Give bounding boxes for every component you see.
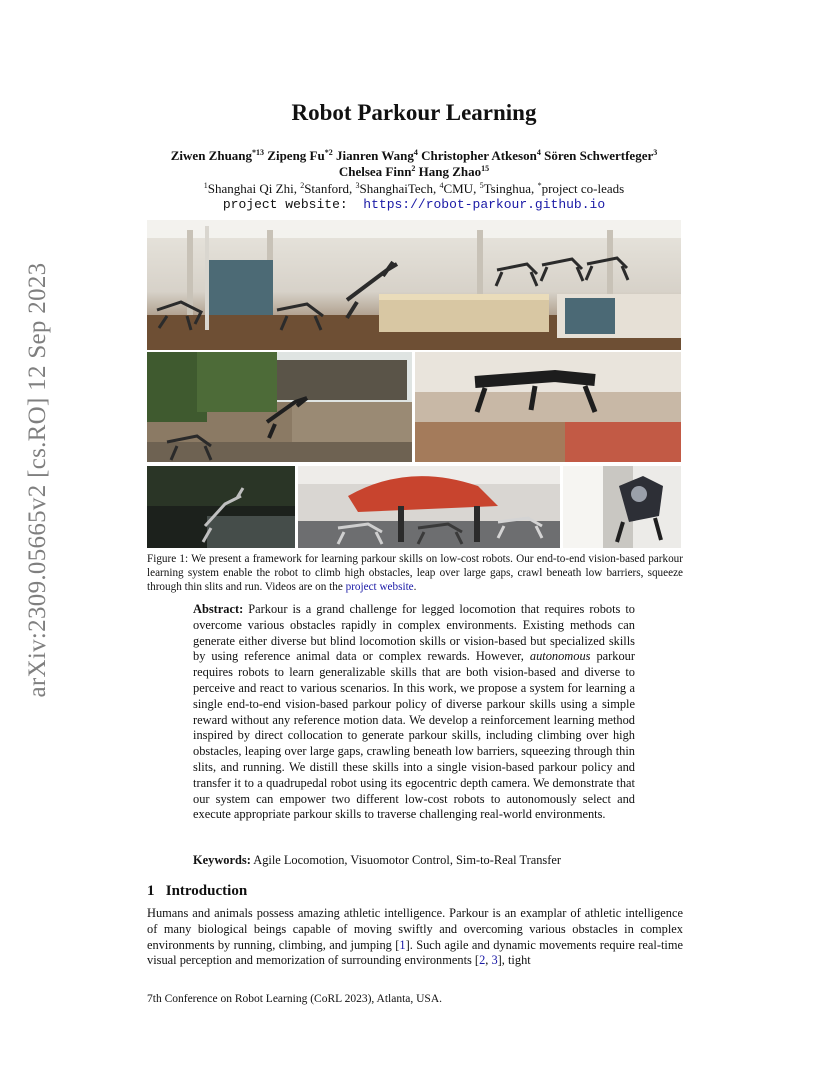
- conference-footer: 7th Conference on Robot Learning (CoRL 2023), Atlanta, USA.: [147, 993, 443, 1005]
- figure-caption: [147, 552, 683, 594]
- author-sup: 15: [481, 164, 490, 173]
- figure-photo-top: [147, 220, 681, 350]
- abstract-emphasis: autonomous: [529, 649, 591, 664]
- author-sup: 4: [536, 148, 541, 157]
- author-sup: 3: [653, 148, 658, 157]
- author-list: [100, 148, 728, 180]
- figure-photo-slit: [563, 466, 681, 548]
- figure-caption-end: .: [413, 581, 417, 593]
- author-name: Sören Schwertfeger: [544, 148, 654, 163]
- project-website-label: project website:: [222, 197, 348, 212]
- section-heading: [147, 883, 247, 900]
- project-website-line: [100, 197, 728, 212]
- abstract: [193, 602, 635, 823]
- keywords-text: Agile Locomotion, Visuomotor Control, Sim-to-Real Transfer: [250, 853, 561, 867]
- affiliation: ShanghaiTech,: [359, 181, 440, 196]
- affiliation-sup: *: [537, 181, 542, 190]
- intro-paragraph: [147, 906, 683, 969]
- citation-link[interactable]: 1: [399, 937, 406, 952]
- affiliations: [100, 181, 728, 197]
- keywords: [193, 853, 635, 868]
- author-name: Hang Zhao: [418, 164, 482, 179]
- affiliation-sup: 3: [355, 181, 360, 190]
- author-sup: *13: [252, 148, 265, 157]
- affiliation: Shanghai Qi Zhi,: [207, 181, 301, 196]
- affiliation-sup: 2: [300, 181, 305, 190]
- section-number: 1: [147, 883, 155, 899]
- author-sup: *2: [324, 148, 333, 157]
- author-name: Christopher Atkeson: [421, 148, 537, 163]
- affiliation: Stanford,: [304, 181, 356, 196]
- figure-photo-outdoor-climb: [147, 352, 412, 462]
- figure-caption-text: Figure 1: We present a framework for learning parkour skills on low-cost robots. Our end-to-end vision-based parkour learning system enable the robot to climb high obstacles, leap over large gaps, crawl beneath low barriers, squeeze through thin slits and run. Videos are on the: [147, 553, 683, 593]
- citation-link[interactable]: 2: [479, 953, 486, 968]
- intro-text: ]. Such agile and dynamic movements require real-time visual perception and memorization of surrounding environments [: [147, 937, 683, 968]
- figure-photo-crawl: [298, 466, 560, 548]
- author-line-1: [100, 148, 728, 164]
- author-name: Chelsea Finn: [338, 164, 412, 179]
- arxiv-identifier: [18, 262, 58, 698]
- figure-caption-link[interactable]: project website: [345, 581, 414, 593]
- abstract-label: Abstract:: [193, 602, 244, 616]
- author-sup: 4: [413, 148, 418, 157]
- author-line-2: [100, 164, 728, 180]
- affiliation-sup: 1: [203, 181, 208, 190]
- affiliation: CMU,: [443, 181, 480, 196]
- affiliation: project co-leads: [541, 181, 625, 196]
- project-website-link[interactable]: https://robot-parkour.github.io: [363, 197, 606, 212]
- intro-text: ,: [485, 953, 492, 968]
- intro-text: ], tight: [497, 953, 531, 968]
- intro-text: Humans and animals possess amazing athletic intelligence. Parkour is an examplar of athletic intelligence of many biological beings capable of moving swiftly and overcoming various obstacles in complex environments by running, climbing, and jumping [: [147, 906, 683, 952]
- abstract-text: Parkour is a grand challenge for legged locomotion that requires robots to overcome various obstacles rapidly in complex environments. Existing methods can generate either diverse but blind locomotion skills or vision-based but specialized skills by using reference animal data or complex rewards. However,: [193, 602, 635, 664]
- affiliation-sup: 5: [479, 181, 484, 190]
- figure-photo-night: [147, 466, 295, 548]
- section-title: Introduction: [165, 883, 248, 899]
- author-name: Ziwen Zhuang: [170, 148, 253, 163]
- keywords-label: Keywords:: [193, 853, 251, 867]
- affiliation: Tsinghua,: [483, 181, 538, 196]
- abstract-text: parkour requires robots to learn generalizable skills that are both vision-based and diverse to perceive and react to various scenarios. In this work, we propose a system for learning a single end-to-end vision-based parkour policy of diverse parkour skills using a simple reward without any reference motion data. We develop a reinforcement learning method inspired by direct collocation to generate parkour skills, including climbing over high obstacles, leaping over large gaps, crawling beneath low barriers, squeezing through thin slits, and running. We distill these skills into a single vision-based parkour policy and transfer it to a quadrupedal robot using its egocentric depth camera. We demonstrate that our system can empower two different low-cost robots to autonomously select and execute appropriate parkour skills to traverse challenging real-world environments.: [193, 649, 635, 822]
- author-name: Jianren Wang: [335, 148, 414, 163]
- author-name: Zipeng Fu: [267, 148, 325, 163]
- affiliation-sup: 4: [439, 181, 444, 190]
- figure-photo-leap: [415, 352, 681, 462]
- citation-link[interactable]: 3: [491, 953, 498, 968]
- paper-title: Robot Parkour Learning: [291, 100, 537, 125]
- arxiv-identifier-text: arXiv:2309.05665v2 [cs.RO] 12 Sep 2023: [24, 262, 51, 698]
- author-sup: 2: [411, 164, 416, 173]
